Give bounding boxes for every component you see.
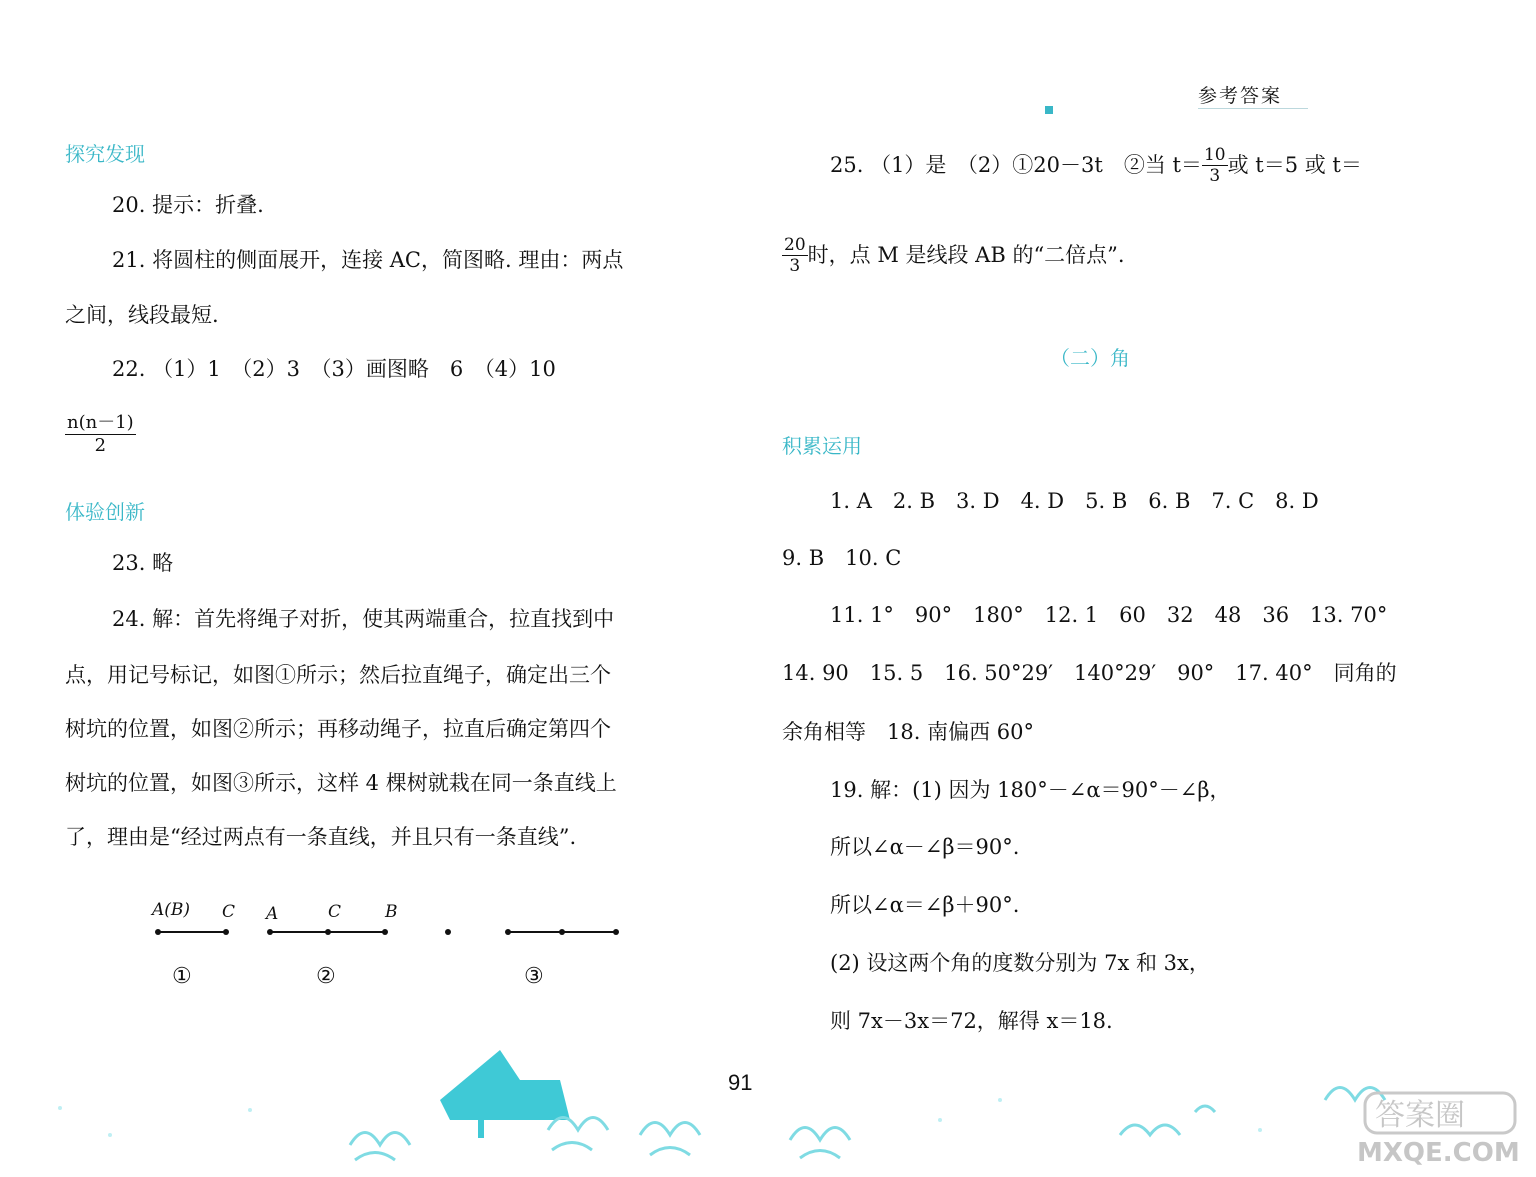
q25-part3: 时，点 M 是线段 AB 的“二倍点”.: [807, 243, 1125, 267]
fraction-numerator: 20: [784, 234, 806, 255]
fraction-denominator: 3: [789, 255, 801, 276]
fig2-caption: ②: [316, 964, 336, 989]
q25-fraction-20-3: [782, 235, 808, 276]
fig2-label-a: A: [266, 904, 279, 924]
section-heading-innovate: 体验创新: [65, 500, 145, 524]
answer-q22: 22. （1）1 （2）3 （3）画图略 6 （4）10: [112, 357, 556, 381]
answer-q21-line2: 之间，线段最短.: [65, 303, 219, 327]
q25-fraction-10-3: [1202, 145, 1228, 186]
answer-fill-line2: 14. 90 15. 5 16. 50°29′ 140°29′ 90° 17. 40° 同角的: [782, 661, 1397, 685]
answer-mc-line1: 1. A 2. B 3. D 4. D 5. B 6. B 7. C 8. D: [830, 489, 1319, 513]
house-door: [478, 1120, 484, 1138]
snow-house-illustration: [0, 1040, 1536, 1177]
fig2-point-b: [382, 929, 388, 935]
watermark-logo-drawing: [1345, 1085, 1530, 1170]
footer-snow-decoration: [0, 1040, 1536, 1177]
q25-part2: 或 t＝5 或 t＝: [1227, 153, 1362, 177]
fig3-point-1: [445, 929, 451, 935]
answer-q19-line5: 则 7x－3x＝72，解得 x＝18.: [830, 1009, 1113, 1033]
answer-q24-line3: 树坑的位置，如图②所示；再移动绳子，拉直后确定第四个: [65, 717, 611, 741]
fig1-point-c: [223, 929, 229, 935]
fraction-numerator: 10: [1203, 144, 1226, 165]
answer-q24-line5: 了，理由是“经过两点有一条直线，并且只有一条直线”.: [65, 825, 577, 849]
fig1-point-ab: [155, 929, 161, 935]
fig1-label-ab: A(B): [152, 900, 191, 920]
answer-q24-line4: 树坑的位置，如图③所示，这样 4 棵树就栽在同一条直线上: [65, 771, 617, 795]
fraction-denominator: 3: [1209, 165, 1221, 186]
fig2-point-a: [267, 929, 273, 935]
chapter-title: （二）角: [1050, 346, 1130, 370]
answer-q25-line1: [830, 140, 1362, 190]
fig3-point-2: [505, 929, 511, 935]
answer-q19-line3: 所以∠α＝∠β＋90°.: [830, 893, 1020, 917]
section-heading-explore: 探究发现: [65, 142, 145, 166]
watermark-logo: [1345, 1085, 1530, 1170]
svg-text:答案圈: 答案圈: [1375, 1098, 1465, 1133]
q25-part1: 25. （1）是 （2）①20－3t ②当 t＝: [830, 153, 1202, 177]
answer-q19-line2: 所以∠α－∠β＝90°.: [830, 835, 1020, 859]
answer-q19-line1: 19. 解：(1) 因为 180°－∠α＝90°－∠β，: [830, 778, 1231, 802]
fig2-point-c: [325, 929, 331, 935]
answer-q22-fraction: [65, 412, 136, 457]
q24-figure: [140, 896, 640, 996]
answer-q20: 20. 提示：折叠.: [112, 193, 264, 217]
snow-dots: [58, 1098, 1262, 1137]
fraction-numerator: n(n－1): [67, 412, 134, 433]
answer-fill-line3: 余角相等 18. 南偏西 60°: [782, 720, 1034, 744]
fig3-caption: ③: [524, 964, 544, 989]
svg-text:MXQE.COM: MXQE.COM: [1357, 1138, 1520, 1168]
answer-q19-line4: (2) 设这两个角的度数分别为 7x 和 3x，: [830, 951, 1210, 975]
fig3-point-3: [559, 929, 565, 935]
fig1-caption: ①: [172, 964, 192, 989]
fig3-point-4: [613, 929, 619, 935]
answer-fill-line1: 11. 1° 90° 180° 12. 1 60 32 48 36 13. 70°: [830, 603, 1388, 627]
house-roof: [440, 1050, 570, 1120]
fig2-label-b: B: [385, 902, 398, 922]
answer-q24-line1: 24. 解：首先将绳子对折，使其两端重合，拉直找到中: [112, 607, 615, 631]
fig1-label-c: C: [222, 902, 236, 922]
header-title: 参考答案: [1198, 84, 1308, 109]
answer-q24-line2: 点，用记号标记，如图①所示；然后拉直绳子，确定出三个: [65, 663, 611, 687]
answer-q25-line2: [782, 230, 1125, 280]
fraction-denominator: 2: [94, 435, 107, 456]
answer-mc-line2: 9. B 10. C: [782, 546, 902, 570]
page-number: 91: [728, 1070, 753, 1095]
section-heading-accumulate: 积累运用: [782, 434, 862, 458]
fig2-label-c: C: [328, 902, 342, 922]
header-marker-dot: [1045, 106, 1053, 114]
answer-q21-line1: 21. 将圆柱的侧面展开，连接 AC，简图略. 理由：两点: [112, 248, 624, 272]
answer-q23: 23. 略: [112, 551, 174, 575]
